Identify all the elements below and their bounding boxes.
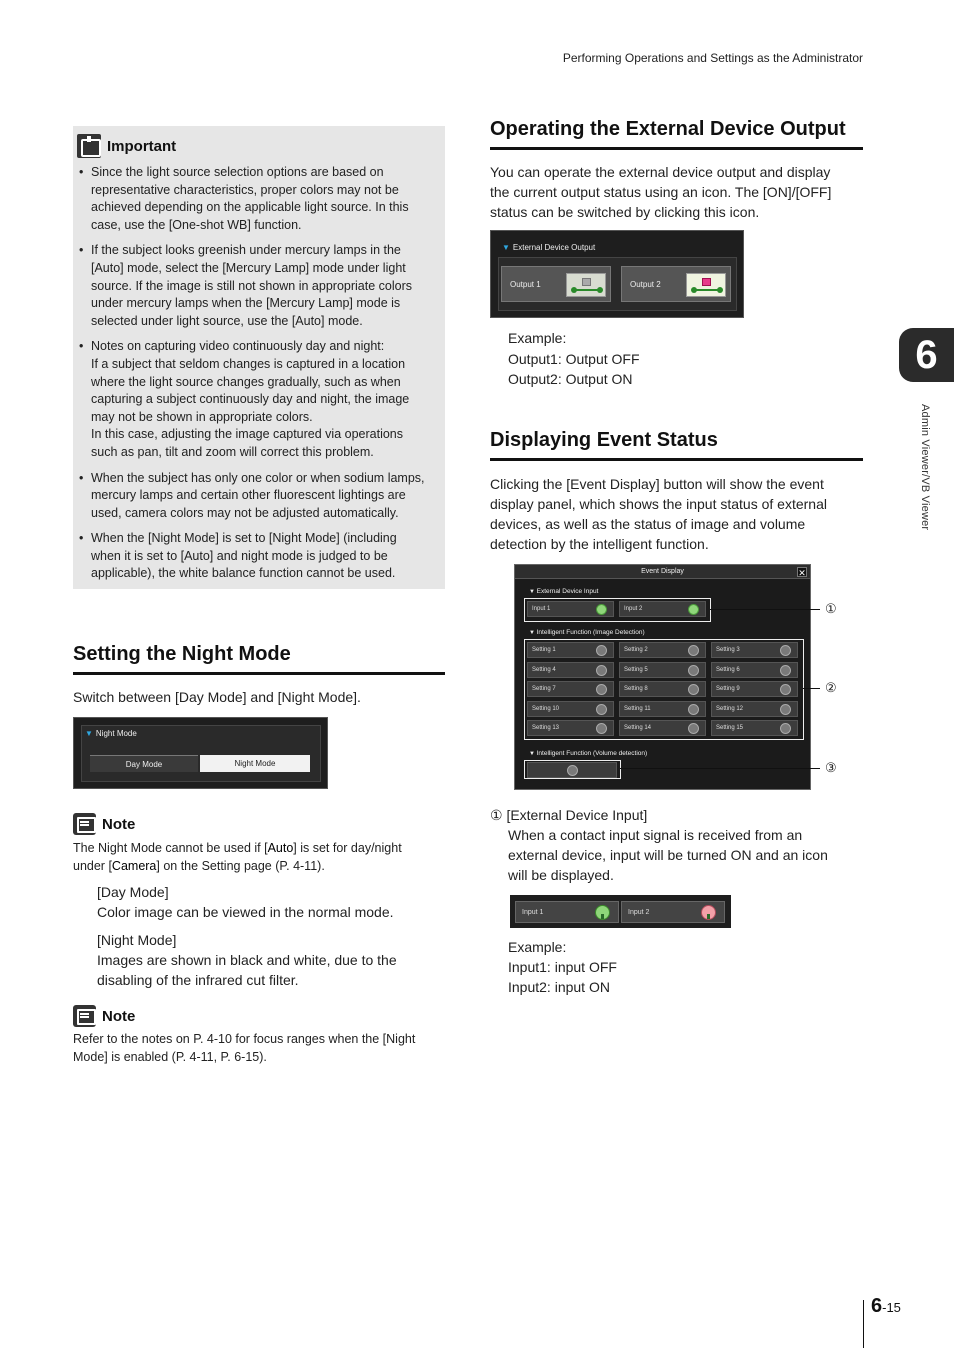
output2-box — [621, 266, 731, 302]
note1-line1-c: ] is set for day/night — [293, 841, 402, 855]
setting-label: Setting 1 — [532, 647, 556, 653]
input-indicator-icon — [688, 604, 699, 615]
note1-auto-term: Auto — [267, 841, 294, 855]
setting-label: Setting 10 — [532, 705, 560, 712]
night-mode-heading: Setting the Night Mode — [73, 643, 445, 675]
external-output-heading: Operating the External Device Output — [490, 118, 863, 150]
external-device-input-section-title: External Device Input — [536, 588, 599, 595]
night-mode-panel — [73, 717, 328, 789]
event-status-intro-2: display panel, which shows the input status of external — [490, 496, 827, 512]
setting-cell — [619, 662, 706, 678]
external-output-intro-1: You can operate the external device output and display — [490, 164, 831, 180]
output1-box — [501, 266, 611, 302]
image-detection-section-title: Intelligent Function (Image Detection) — [536, 629, 645, 636]
note-icon — [73, 813, 96, 835]
event-input1-label: Input 1 — [532, 606, 551, 612]
note1-line1-a: The Night Mode cannot be used if [ — [73, 841, 268, 855]
setting-cell — [619, 720, 706, 736]
important-item-line: In this case, adjusting the image captured via operations — [91, 427, 403, 442]
setting-cell — [619, 642, 706, 658]
external-output-intro-3: status can be switched by clicking this icon. — [490, 204, 760, 220]
output1-label: Output 1 — [510, 280, 541, 289]
important-list — [77, 164, 435, 583]
note2-text — [73, 1031, 415, 1066]
setting-label: Setting 3 — [716, 647, 740, 653]
important-icon — [77, 134, 101, 158]
collapse-triangle-icon[interactable]: ▼ — [502, 243, 510, 252]
important-item-line: [Auto] mode, select the [Mercury Lamp] mode under light — [91, 260, 406, 275]
setting-label: Setting 4 — [532, 666, 556, 673]
note1-line2 — [73, 858, 402, 876]
strip-input1 — [515, 901, 619, 923]
important-item-line: applicable), the white balance function cannot be used. — [91, 566, 396, 581]
setting-cell — [527, 662, 614, 678]
important-item-line: used, camera colors may not be adjusted automatically. — [91, 505, 399, 520]
note-icon — [73, 1005, 96, 1027]
important-item-line: capturing a subject continuously day and night, the image — [91, 392, 410, 407]
night-mode-panel-title — [85, 729, 137, 738]
output-example-2: Output2: Output ON — [508, 371, 633, 387]
setting-indicator-icon — [688, 723, 699, 734]
event-input1-cell — [527, 601, 614, 617]
callout-line-2 — [803, 688, 820, 689]
setting-cell — [527, 642, 614, 658]
important-item-line: such as pan, tilt and zoom will correct this problem. — [91, 444, 374, 459]
page-number-bar — [863, 1300, 864, 1348]
day-mode-desc: Color image can be viewed in the normal mode. — [97, 904, 394, 920]
output-example-1: Output1: Output OFF — [508, 351, 640, 367]
input-on-icon — [701, 905, 716, 920]
night-mode-desc-1: Images are shown in black and white, due to the — [97, 952, 397, 968]
setting-cell — [711, 701, 798, 717]
output-dot — [571, 287, 577, 293]
external-device-input-section — [529, 588, 598, 595]
note1-header — [73, 813, 135, 835]
input-off-icon — [595, 905, 610, 920]
night-mode-desc-2: disabling of the infrared cut filter. — [97, 972, 299, 988]
setting-indicator-icon — [780, 704, 791, 715]
input-indicator-icon — [596, 604, 607, 615]
setting-cell — [711, 681, 798, 697]
callout-1: ① — [825, 601, 837, 616]
day-mode-term: [Day Mode] — [97, 884, 169, 900]
important-item-line: • Since the light source selection options are based on — [91, 165, 384, 179]
note1-line2-c: ] on the Setting page (P. 4-11). — [156, 858, 325, 873]
chapter-side-label: Admin Viewer/VB Viewer — [919, 404, 931, 531]
important-item — [77, 164, 435, 234]
setting-indicator-icon — [596, 684, 607, 695]
important-item-line: • When the [Night Mode] is set to [Night Mode] (including — [91, 531, 397, 546]
callout-2: ② — [825, 680, 837, 695]
setting-indicator-icon — [780, 665, 791, 676]
important-item-line: under mercury lamps when the [Mercury Lamp] mode is — [91, 296, 401, 311]
output-on-indicator — [702, 278, 711, 286]
important-item — [77, 530, 435, 583]
setting-indicator-icon — [688, 684, 699, 695]
input-example-strip — [510, 895, 731, 928]
important-item-line: selected under light source, use the [Auto] mode. — [91, 313, 363, 328]
input-example-1: Input1: input OFF — [508, 959, 617, 975]
important-item — [77, 242, 435, 330]
setting-indicator-icon — [596, 723, 607, 734]
note1-line1 — [73, 840, 402, 858]
note2-line1: Refer to the notes on P. 4-10 for focus ranges when the [Night — [73, 1032, 416, 1046]
external-device-input-desc-2: external device, input will be turned ON and an icon — [508, 847, 828, 863]
setting-cell — [711, 662, 798, 678]
note1-camera-term: Camera — [111, 858, 157, 873]
important-title: Important — [107, 137, 177, 155]
note1-line2-a: under [ — [73, 858, 112, 873]
important-item-line: • If the subject looks greenish under mercury lamps in the — [91, 243, 401, 258]
strip-input1-label: Input 1 — [522, 909, 544, 916]
setting-indicator-icon — [780, 723, 791, 734]
event-display-panel — [514, 564, 811, 790]
important-item — [77, 470, 435, 523]
external-device-input-term: ① [External Device Input] — [490, 807, 648, 823]
event-status-intro-3: devices, as well as the status of image and volume — [490, 516, 806, 532]
setting-indicator-icon — [780, 645, 791, 656]
external-output-panel — [490, 230, 744, 318]
setting-label: Setting 2 — [624, 647, 648, 653]
input-example-2: Input2: input ON — [508, 979, 610, 995]
important-header — [77, 134, 435, 158]
chapter-tab: 6 — [899, 328, 954, 382]
important-item-line: • When the subject has only one color or when sodium lamps, — [91, 470, 425, 485]
setting-indicator-icon — [688, 645, 699, 656]
external-output-intro-2: the current output status using an icon. The [ON]/[OFF] — [490, 184, 832, 200]
setting-cell — [527, 720, 614, 736]
setting-label: Setting 15 — [716, 725, 744, 731]
note2-header — [73, 1005, 135, 1027]
setting-indicator-icon — [596, 665, 607, 676]
night-mode-panel-title-text: Night Mode — [95, 729, 137, 738]
important-item-line: • Notes on capturing video continuously day and night: — [91, 339, 385, 354]
external-output-panel-title-text: External Device Output — [512, 243, 596, 252]
event-status-intro-1: Clicking the [Event Display] button will show the event — [490, 476, 824, 492]
collapse-triangle-icon[interactable]: ▼ — [85, 729, 93, 738]
day-mode-button[interactable]: Day Mode — [90, 755, 198, 772]
output2-label: Output 2 — [630, 280, 661, 289]
setting-label: Setting 6 — [716, 666, 740, 673]
setting-indicator-icon — [596, 704, 607, 715]
important-item-line: when it is set to [Auto] and night mode is judged to be — [91, 548, 388, 563]
important-item-line: mercury lamps and certain other fluorescent lightings are — [91, 488, 406, 503]
setting-cell — [711, 720, 798, 736]
important-box — [73, 126, 445, 589]
note2-line2: Mode] is enabled (P. 4-11, P. 6-15). — [73, 1049, 267, 1064]
page-number-major: 6 — [871, 1295, 883, 1317]
important-item-line: representative characteristics, proper colors may not be — [91, 182, 399, 197]
setting-label: Setting 13 — [532, 725, 560, 731]
page-number — [871, 1295, 901, 1318]
setting-cell — [619, 701, 706, 717]
important-item-line: achieved depending on the applicable light source. In this — [91, 200, 409, 215]
output-dot — [597, 287, 603, 293]
important-item-line: where the light source changes gradually, such as when — [91, 374, 401, 389]
volume-detection-section — [529, 750, 647, 757]
callout-line-3 — [620, 768, 820, 769]
running-header: Performing Operations and Settings as the Administrator — [562, 51, 863, 65]
note1-text — [73, 840, 402, 875]
important-item-line: source. If the image is still not shown in appropriate colors — [91, 278, 412, 293]
setting-indicator-icon — [688, 665, 699, 676]
external-device-input-desc-3: will be displayed. — [508, 867, 614, 883]
input-example-label: Example: — [508, 939, 567, 955]
note2-title: Note — [102, 1007, 136, 1025]
event-input2-cell — [619, 601, 706, 617]
strip-input2 — [621, 901, 725, 923]
setting-label: Setting 14 — [624, 725, 652, 731]
volume-indicator-icon — [567, 765, 578, 776]
important-item-line: may not be shown in appropriate colors. — [91, 409, 313, 424]
strip-input2-label: Input 2 — [628, 909, 650, 916]
event-display-titlebar: Event Display — [515, 565, 810, 579]
setting-cell — [527, 701, 614, 717]
setting-label: Setting 8 — [624, 686, 648, 692]
callout-line-1 — [710, 609, 820, 610]
output2-toggle-icon[interactable] — [686, 273, 726, 297]
setting-label: Setting 12 — [716, 705, 744, 712]
night-mode-intro: Switch between [Day Mode] and [Night Mode]. — [73, 689, 361, 705]
volume-detection-section-title: Intelligent Function (Volume detection) — [536, 750, 648, 757]
setting-indicator-icon — [596, 645, 607, 656]
close-icon[interactable]: ✕ — [798, 568, 806, 578]
collapse-triangle-icon[interactable]: ▼ — [529, 630, 537, 636]
note1-title: Note — [102, 815, 136, 833]
volume-detection-cell — [527, 762, 617, 778]
setting-cell — [619, 681, 706, 697]
page-number-minor: -15 — [882, 1300, 901, 1315]
setting-label: Setting 7 — [532, 686, 556, 692]
setting-indicator-icon — [780, 684, 791, 695]
night-mode-button[interactable]: Night Mode — [200, 755, 310, 772]
callout-3: ③ — [825, 760, 837, 775]
important-item — [77, 338, 435, 461]
setting-cell — [527, 681, 614, 697]
setting-indicator-icon — [688, 704, 699, 715]
external-device-input-desc-1: When a contact input signal is received from an — [508, 827, 803, 843]
event-status-heading: Displaying Event Status — [490, 429, 863, 461]
output1-toggle-icon[interactable] — [566, 273, 606, 297]
event-input2-label: Input 2 — [624, 606, 643, 612]
event-status-intro-4: detection by the intelligent function. — [490, 536, 709, 552]
output-example-label: Example: — [508, 330, 567, 346]
output-dot — [691, 287, 697, 293]
output-dot — [717, 287, 723, 293]
important-item-line: If a subject that seldom changes is captured in a location — [91, 356, 406, 371]
setting-label: Setting 9 — [716, 686, 740, 692]
setting-cell — [711, 642, 798, 658]
collapse-triangle-icon[interactable]: ▼ — [529, 589, 537, 595]
output-off-indicator — [582, 278, 591, 286]
external-output-panel-title — [502, 243, 595, 252]
setting-label: Setting 11 — [624, 705, 651, 712]
image-detection-section — [529, 629, 645, 636]
important-item-line: case, use the [One-shot WB] function. — [91, 217, 302, 232]
night-mode-term: [Night Mode] — [97, 932, 177, 948]
collapse-triangle-icon[interactable]: ▼ — [529, 751, 537, 757]
setting-label: Setting 5 — [624, 666, 648, 673]
